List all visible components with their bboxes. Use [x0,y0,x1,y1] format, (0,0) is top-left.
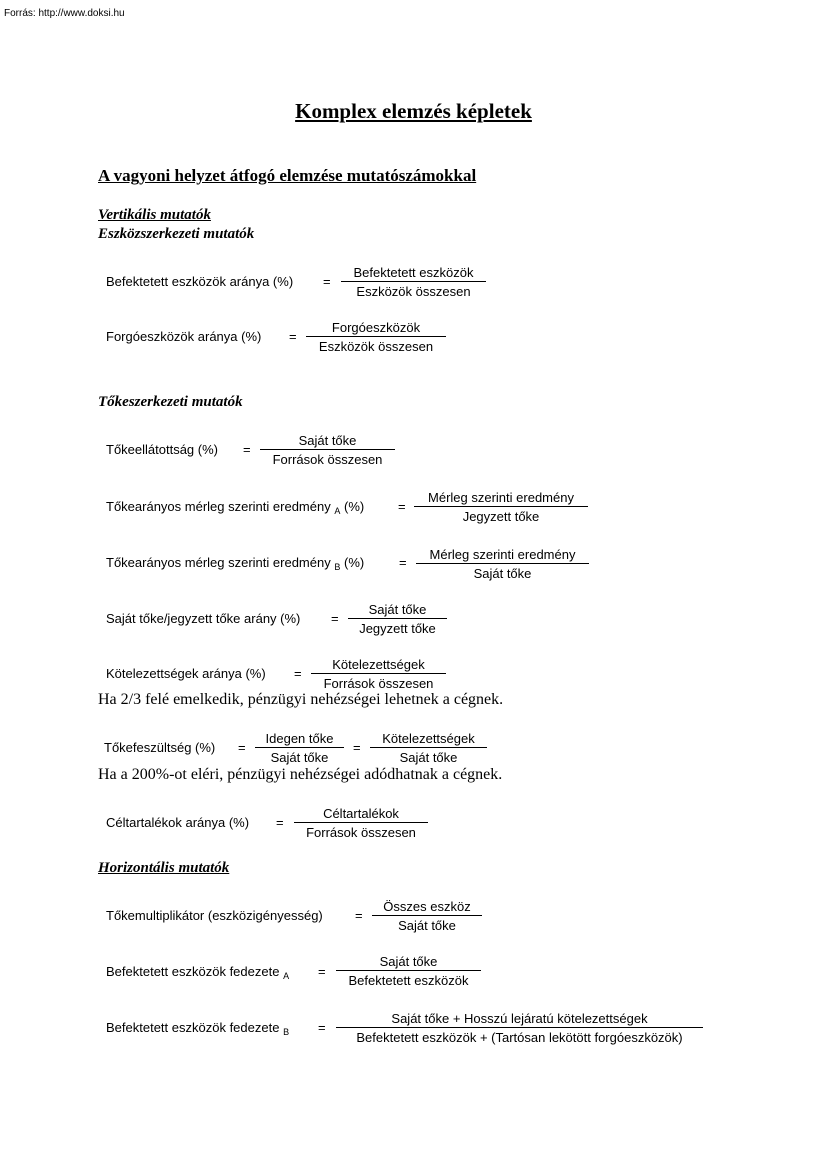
denominator: Saját tőke [270,750,329,765]
formula-label: Céltartalékok aránya (%) [106,815,250,830]
equals-sign: = [323,274,331,289]
numerator: Mérleg szerinti eredmény [429,547,576,562]
numerator: Saját tőke + Hosszú lejáratú kötelezettségek [391,1011,648,1026]
formula-label: Tőkeellátottság (%) [106,442,218,457]
formula-label: Saját tőke/jegyzett tőke arány (%) [106,611,301,626]
denominator: Jegyzett tőke [359,621,436,636]
fraction [414,489,588,525]
numerator: Idegen tőke [265,731,334,746]
label-text: Befektetett eszközök fedezete [106,1020,280,1035]
formula-label: Tőkefeszültség (%) [104,740,216,755]
formula-label: Kötelezettségek aránya (%) [106,666,266,681]
equals-sign: = [289,329,297,344]
numerator: Kötelezettségek [332,657,425,672]
equals-sign: = [294,666,302,681]
formula-label [106,1020,289,1037]
denominator: Források összesen [306,825,416,840]
label-suffix: (%) [343,499,365,514]
fraction [336,953,481,989]
capital-structure-heading: Tőkeszerkezeti mutatók [98,394,243,410]
numerator: Befektetett eszközök [353,265,474,280]
equals-sign: = [238,740,246,755]
fraction [341,264,486,300]
asset-structure-heading: Eszközszerkezeti mutatók [98,226,255,242]
numerator: Forgóeszközök [331,320,421,335]
fraction [370,730,487,766]
fraction [255,730,344,766]
denominator: Befektetett eszközök [348,973,469,988]
fraction [294,805,428,841]
fraction [416,546,589,582]
formula-label [106,499,364,516]
label-subscript: B [334,562,341,572]
formula-label [106,555,364,572]
numerator: Összes eszköz [383,899,471,914]
equals-sign: = [398,499,406,514]
formula-note: Ha a 200%-ot eléri, pénzügyi nehézségei adódhatnak a cégnek. [98,766,503,783]
denominator: Befektetett eszközök + (Tartósan lekötött forgóeszközök) [356,1030,683,1045]
label-suffix: (%) [343,555,365,570]
section-title: A vagyoni helyzet átfogó elemzése mutatószámokkal [98,166,477,185]
formula-label: Befektetett eszközök aránya (%) [106,274,294,289]
denominator: Források összesen [272,452,383,467]
fraction [348,601,447,637]
label-subscript: B [283,1027,290,1037]
equals-sign: = [318,1020,326,1035]
equals-sign: = [355,908,363,923]
denominator: Eszközök összesen [356,284,471,299]
denominator: Saját tőke [398,918,456,933]
equals-sign: = [353,740,361,755]
source-line: Forrás: http://www.doksi.hu [4,8,125,19]
formula-note: Ha 2/3 felé emelkedik, pénzügyi nehézségei lehetnek a cégnek. [98,691,504,708]
fraction [306,319,446,355]
numerator: Saját tőke [368,602,427,617]
denominator: Források összesen [323,676,434,691]
fraction [372,898,482,934]
label-text: Befektetett eszközök fedezete [106,964,280,979]
denominator: Saját tőke [399,750,458,765]
equals-sign: = [318,964,326,979]
numerator: Saját tőke [298,433,357,448]
equals-sign: = [243,442,251,457]
numerator: Saját tőke [379,954,438,969]
equals-sign: = [399,555,407,570]
denominator: Eszközök összesen [318,339,434,354]
formula-label: Forgóeszközök aránya (%) [106,329,262,344]
equals-sign: = [331,611,339,626]
numerator: Céltartalékok [323,806,399,821]
equals-sign: = [276,815,284,830]
horizontal-heading: Horizontális mutatók [98,860,230,876]
vertical-heading: Vertikális mutatók [98,207,211,223]
formula-label: Tőkemultiplikátor (eszközigényesség) [106,908,323,923]
numerator: Mérleg szerinti eredmény [428,490,574,505]
formula-label [106,964,289,981]
label-text: Tőkearányos mérleg szerinti eredmény [106,555,331,570]
denominator: Saját tőke [473,566,532,581]
fraction [336,1010,703,1046]
fraction [260,432,395,468]
numerator: Kötelezettségek [382,731,475,746]
label-subscript: A [283,971,290,981]
fraction [311,656,446,692]
denominator: Jegyzett tőke [462,509,540,524]
page-title: Komplex elemzés képletek [295,99,532,123]
label-subscript: A [334,506,341,516]
label-text: Tőkearányos mérleg szerinti eredmény [106,499,331,514]
